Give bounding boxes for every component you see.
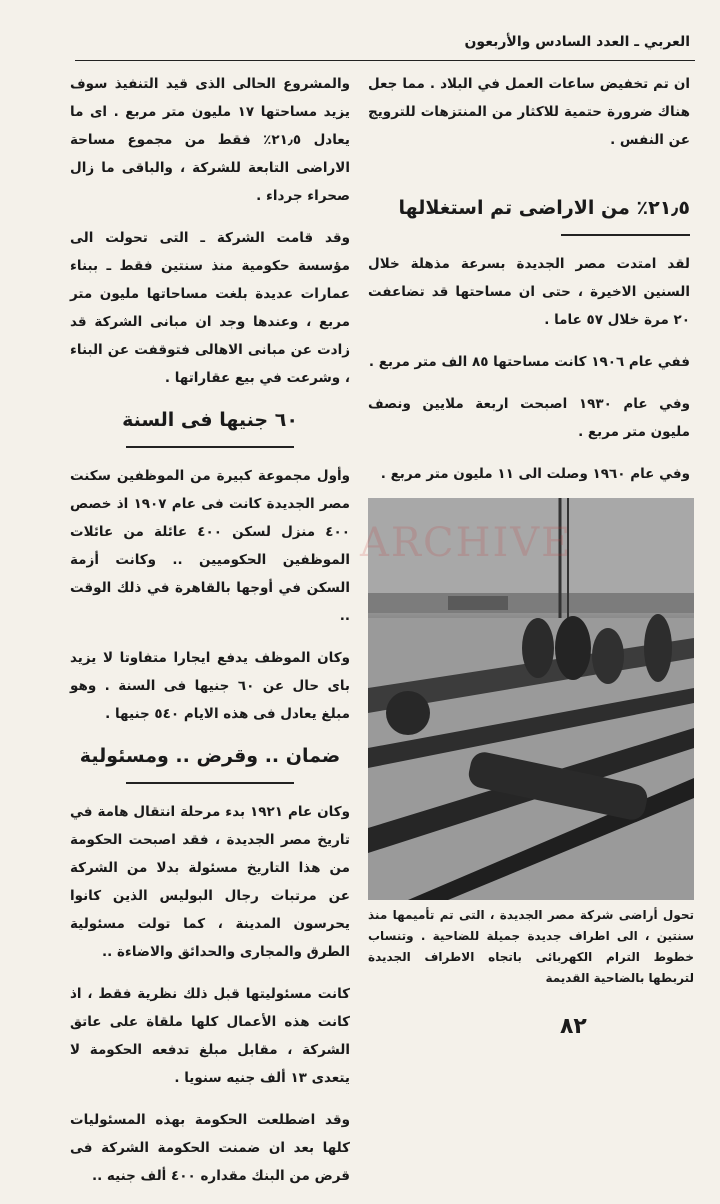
paragraph: والمشروع الحالى الذى قيد التنفيذ سوف يزيد مساحتها ١٧ مليون متر مربع . اى ما يعادل ٢١٫٥٪ فقط من مجموع مساحة الاراضى التابعة للشركة ، والباقى ما زال صحراء جرداء . bbox=[70, 76, 350, 204]
paragraph: وكان عام ١٩٢١ بدء مرحلة انتقال هامة في تاريخ مصر الجديدة ، فقد اصبحت الحكومة من هذا التاريخ مسئولة بدلا من الشركة عن مرتبات رجال البوليس الذين كانوا يحرسون المدينة ، كما تولت مسئولية الطرق والمجارى والحدائق والاضاءة .. bbox=[70, 804, 350, 960]
section-title-rule bbox=[126, 446, 294, 448]
paragraph: وقد قامت الشركة ـ التى تحولت الى مؤسسة حكومية منذ سنتين فقط ـ ببناء عمارات عديدة بلغت مساحاتها مليون متر مربع ، وعندها وجد ان مبانى الشركة قد زادت عن مبانى الاهالى فتوقفت عن البناء ، وشرعت في بيع عقاراتها . bbox=[70, 230, 350, 386]
paragraph: وقد اضطلعت الحكومة بهذه المسئوليات كلها بعد ان ضمنت الحكومة الشركة فى قرض من البنك مقداره ٤٠٠ ألف جنيه .. bbox=[70, 1112, 350, 1184]
tram-construction-photo bbox=[368, 498, 694, 900]
running-header: العربي ـ العدد السادس والأربعون bbox=[464, 34, 690, 50]
intro-paragraph: ان تم تخفيض ساعات العمل في البلاد . مما جعل هناك ضرورة حتمية للاكثار من المنتزهات للترويج عن النفس . bbox=[368, 76, 690, 148]
header-rule bbox=[75, 60, 695, 61]
section-title-rule bbox=[561, 234, 690, 236]
paragraph: وفي عام ١٩٦٠ وصلت الى ١١ مليون متر مربع . bbox=[380, 466, 690, 482]
right-column bbox=[368, 70, 690, 502]
paragraph: وأول مجموعة كبيرة من الموظفين سكنت مصر الجديدة كانت فى عام ١٩٠٧ اذ خصص ٤٠٠ منزل لسكن ٤٠٠ عائلة من عائلات الموظفين الحكوميين .. وكانت أزمة السكن في أوجها بالقاهرة في ذلك الوقت .. bbox=[70, 468, 351, 624]
section-title-rent: ٦٠ جنيها فى السنة bbox=[122, 409, 298, 431]
photo-caption: تحول أراضى شركة مصر الجديدة ، التى تم تأميمها منذ سنتين ، الى اطراف جديدة جميلة للضاحية . وتنساب خطوط الترام الكهربائى باتجاه الاطراف الجديدة لتربطها بالضاحية القديمة bbox=[368, 908, 694, 985]
paragraph: ففي عام ١٩٠٦ كانت مساحتها ٨٥ الف متر مربع . bbox=[368, 354, 690, 370]
section-title-rule bbox=[126, 782, 294, 784]
paragraph: وفي عام ١٩٣٠ اصبحت اربعة ملايين ونصف مليون متر مربع . bbox=[368, 396, 690, 440]
paragraph: كانت مسئوليتها قبل ذلك نظرية فقط ، اذ كانت هذه الأعمال كلها ملقاة على عاتق الشركة ، مقابل مبلغ تدفعه الحكومة لا يتعدى ١٣ ألف جنيه سنويا . bbox=[70, 986, 350, 1086]
paragraph: وكان الموظف يدفع ايجارا متفاوتا لا يزيد باى حال عن ٦٠ جنيها فى السنة . وهو مبلغ يعادل فى هذه الايام ٥٤٠ جنيها . bbox=[70, 650, 350, 722]
left-column bbox=[70, 70, 350, 1204]
section-title-land-use: ٢١٫٥٪ من الاراضى تم استغلالها bbox=[398, 197, 690, 219]
paragraph: لقد امتدت مصر الجديدة بسرعة مذهلة خلال السنين الاخيرة ، حتى ان مساحتها قد تضاعفت ٢٠ مرة خلال ٥٧ عاما . bbox=[368, 256, 690, 328]
page-number: ٨٢ bbox=[560, 1014, 587, 1039]
photo-illustration bbox=[368, 498, 694, 900]
section-title-guarantee: ضمان .. وقرض .. ومسئولية bbox=[79, 745, 341, 767]
